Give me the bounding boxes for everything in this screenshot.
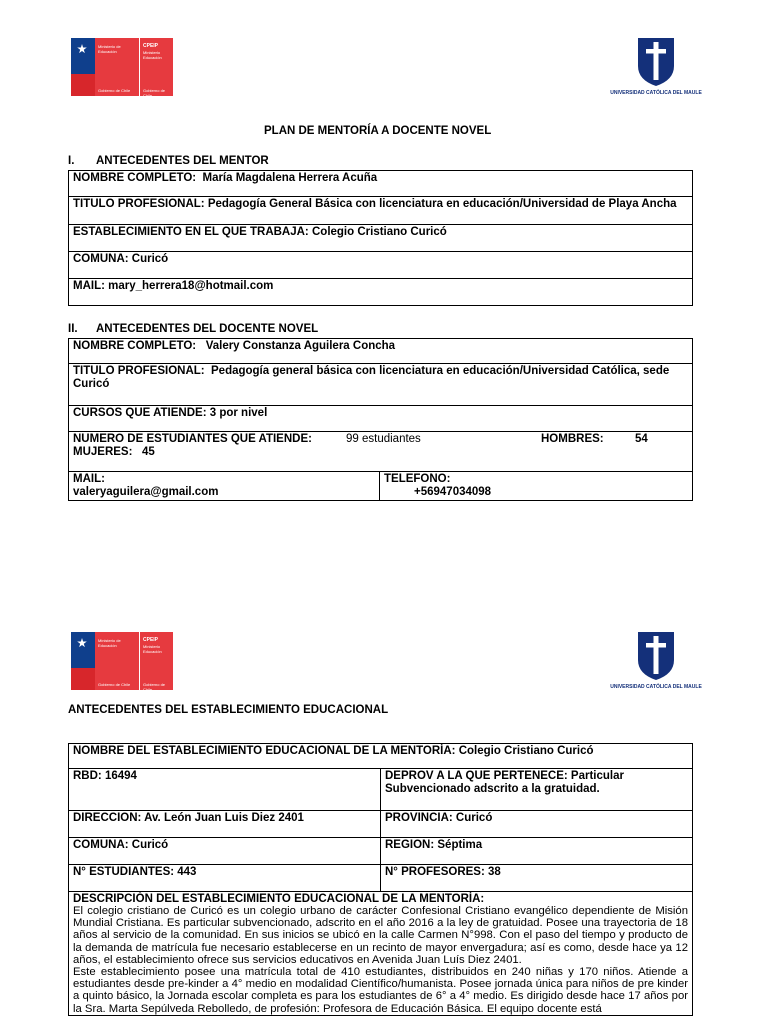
- logo-foot-2: Gobierno de Chile: [143, 88, 166, 98]
- ministry-line2: Educación: [98, 49, 117, 54]
- est-row-nombre: [69, 744, 693, 769]
- university-seal-2: [610, 630, 702, 692]
- mentor-table: [68, 170, 693, 306]
- descripcion-paragraph-2: Este establecimiento posee una matrícula total de 410 estudiantes, distribuidos en 240 niñas y 170 niños. Atiende a estudiantes desde pre-kinder a 4° medio en modalidad Científico/humanista. Posee jornada única para niños de pre kinder a quinto básico, la Jornada escolar completa es para los estudiantes de 6° a 4° medio. Es dirigido desde hace 17 años por la Sra. Marta Sepúlveda Rebolledo, de profesión: Profesora de Educación Básica. El equipo docente está: [73, 966, 688, 1015]
- mentor-row-mail: [69, 279, 693, 306]
- seal-text: UNIVERSIDAD CATÓLICA DEL MAULE: [610, 684, 702, 690]
- est-direccion: DIRECCION: Av. León Juan Luis Diez 2401: [69, 811, 381, 838]
- est-comuna: COMUNA: Curicó: [69, 838, 381, 865]
- section1-number: I.: [68, 155, 75, 167]
- est-nombre: NOMBRE DEL ESTABLECIMIENTO EDUCACIONAL DE LA MENTORÍA: Colegio Cristiano Curicó: [69, 744, 693, 769]
- seal-text: UNIVERSIDAD CATÓLICA DEL MAULE: [610, 90, 702, 96]
- novel-cursos-label: CURSOS QUE ATIENDE:: [73, 407, 207, 419]
- novel-mail-value: valeryaguilera@gmail.com: [73, 486, 219, 498]
- ministry-line1: Ministerio de: [98, 44, 121, 49]
- mentor-titulo-value: Pedagogía General Básica con licenciatura en educación/Universidad de Playa Ancha: [207, 198, 677, 210]
- novel-row-cursos: [69, 406, 693, 432]
- mentor-row-comuna: [69, 252, 693, 279]
- section3-heading: ANTECEDENTES DEL ESTABLECIMIENTO EDUCACIONAL: [68, 704, 389, 716]
- star-icon: [77, 44, 87, 54]
- logo-foot-1: Gobierno de Chile: [98, 682, 131, 687]
- mentor-nombre-value: María Magdalena Herrera Acuña: [202, 172, 378, 184]
- mentor-row-establecimiento: [69, 225, 693, 252]
- est-rbd: RBD: 16494: [69, 769, 381, 811]
- logo-foot-1: Gobierno de Chile: [98, 88, 131, 93]
- novel-nombre-label: NOMBRE COMPLETO:: [73, 340, 197, 352]
- est-row-descripcion: [69, 892, 693, 1016]
- est-provincia: PROVINCIA: Curicó: [381, 811, 693, 838]
- novel-telefono-label: TELEFONO:: [384, 473, 451, 485]
- novel-table: [68, 338, 693, 501]
- mentor-comuna-label: COMUNA:: [73, 253, 129, 265]
- mentor-mail-label: MAIL:: [73, 280, 105, 292]
- cpeip-sub1: Ministerio: [143, 644, 161, 649]
- section1-heading: ANTECEDENTES DEL MENTOR: [96, 155, 269, 167]
- mentor-comuna-value: Curicó: [131, 253, 169, 265]
- novel-row-estudiantes: [69, 432, 693, 472]
- novel-mail-label: MAIL:: [73, 473, 105, 485]
- mentor-row-titulo: [69, 197, 693, 225]
- novel-row-titulo: [69, 364, 693, 406]
- est-row-estudiantes: [69, 865, 693, 892]
- novel-row-contacto: [69, 472, 693, 501]
- est-deprov: DEPROV A LA QUE PERTENECE: Particular Subvencionado adscrito a la gratuidad.: [381, 769, 693, 811]
- mentor-nombre-label: NOMBRE COMPLETO:: [73, 172, 197, 184]
- novel-num-est-value: 99 estudiantes: [346, 433, 421, 445]
- mentor-mail-value: mary_herrera18@hotmail.com: [108, 280, 274, 292]
- novel-row-nombre: [69, 339, 693, 364]
- cpeip-label: CPEIP: [143, 43, 159, 49]
- ministry-line1: Ministerio de: [98, 638, 121, 643]
- ministry-line2: Educación: [98, 643, 117, 648]
- novel-hombres-value: 54: [635, 433, 648, 445]
- cpeip-sub2: Educación: [143, 55, 162, 60]
- novel-nombre-value: Valery Constanza Aguilera Concha: [205, 340, 396, 352]
- novel-mujeres-label: MUJERES:: [73, 446, 133, 458]
- est-row-comuna: [69, 838, 693, 865]
- novel-hombres-label: HOMBRES:: [541, 433, 604, 445]
- descripcion-heading: DESCRIPCIÓN DEL ESTABLECIMIENTO EDUCACIONAL DE LA MENTORÍA:: [73, 893, 485, 905]
- est-row-direccion: [69, 811, 693, 838]
- novel-titulo-value: Pedagogía general básica con licenciatura en educación/Universidad Católica, sede Curicó: [73, 365, 670, 390]
- est-region: REGION: Séptima: [381, 838, 693, 865]
- mentor-row-nombre: [69, 171, 693, 197]
- cpeip-sub1: Ministerio: [143, 50, 161, 55]
- star-icon: [77, 638, 87, 648]
- cpeip-label: CPEIP: [143, 637, 159, 643]
- novel-num-est-label: NUMERO DE ESTUDIANTES QUE ATIENDE:: [73, 433, 312, 445]
- est-estudiantes: N° ESTUDIANTES: 443: [69, 865, 381, 892]
- mentor-establecimiento-label: ESTABLECIMIENTO EN EL QUE TRABAJA:: [73, 226, 309, 238]
- est-row-rbd: [69, 769, 693, 811]
- section2-number: II.: [68, 323, 78, 335]
- est-profesores: N° PROFESORES: 38: [381, 865, 693, 892]
- document-title: PLAN DE MENTORÍA A DOCENTE NOVEL: [264, 125, 492, 137]
- cpeip-sub2: Educación: [143, 649, 162, 654]
- establecimiento-table: [68, 743, 693, 1016]
- mentor-establecimiento-value: Colegio Cristiano Curicó: [311, 226, 447, 238]
- novel-cursos-value: 3 por nivel: [209, 407, 268, 419]
- logo-foot-2: Gobierno de Chile: [143, 682, 166, 692]
- novel-telefono-value: +56947034098: [414, 486, 492, 498]
- university-seal: [610, 36, 702, 98]
- novel-titulo-label: TITULO PROFESIONAL:: [73, 365, 205, 377]
- ministry-logo-2: [71, 632, 173, 690]
- descripcion-paragraph-1: El colegio cristiano de Curicó es un colegio urbano de carácter Confesional Cristiano evangélico dependiente de Misión Mundial Cristiana. Es particular subvencionado, adscrito en el año 2016 a la ley de gratuidad. Posee una trayectoria de 18 años al servicio de la comunidad. En sus inicios se ubicó en la calle Carmen N°998. Con el paso del tiempo y producto de la demanda de matrícula fue necesario establecerse en un recinto de mayor envergadura; así es como, desde hace ya 12 años, el establecimiento ofrece sus servicios educativos en Avenida Juan Luís Diez 2401.: [73, 905, 688, 966]
- ministry-logo: [71, 38, 173, 96]
- mentor-titulo-label: TITULO PROFESIONAL:: [73, 198, 205, 210]
- section2-heading: ANTECEDENTES DEL DOCENTE NOVEL: [96, 323, 319, 335]
- novel-mujeres-value: 45: [142, 446, 155, 458]
